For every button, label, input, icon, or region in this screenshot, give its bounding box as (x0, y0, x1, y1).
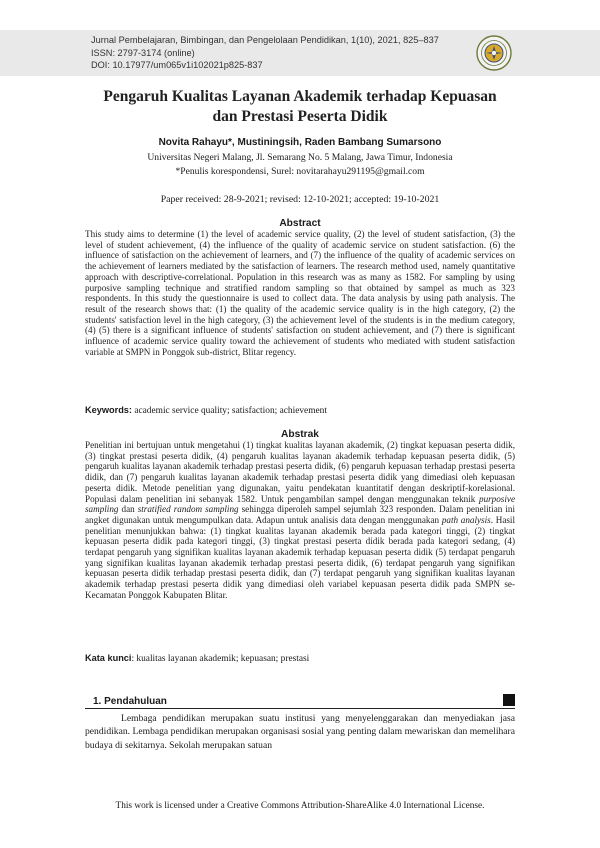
keywords-label: Keywords: (85, 405, 132, 415)
paper-dates: Paper received: 28-9-2021; revised: 12-10-2021; accepted: 19-10-2021 (160, 194, 440, 205)
correspondence: *Penulis korespondensi, Surel: novitarahayu291195@gmail.com (175, 166, 425, 177)
section-heading-bar (85, 697, 515, 709)
paper-title-line1: Pengaruh Kualitas Layanan Akademik terhadap Kepuasan (103, 88, 497, 105)
author-list: Novita Rahayu*, Mustiningsih, Raden Bambang Sumarsono (158, 137, 442, 148)
abstract-text: This study aims to determine (1) the level of academic service quality, (2) the level of student satisfaction, (3) the level of student achievement, (4) the influence of the quality of academic service on student satisfaction. (6) the influence of satisfaction on the achievement of learners, and (7) the influence of the quality of academic services on the achievement of learners mediated by the satisfaction of learners. The research method used, namely quantitative approach with descriptive-correlational. Population in this research was as many as 1582. For sampling by using purposive sampling technique and stratified random sampling so that obtained by sampel as much as 323 respondents. In this study the questionnaire is used to collect data. The data analysis by using path analysis. The result of the research shows that: (1) the quality of the academic service quality is in the high category, (2) the students' satisfaction level in the high category, (3) the achievement level of the students is in the medium category, (4) (5) there is a significant influence of students' satisfaction on student achievement, and (7) there is significant influence of academic service quality toward the achievement of students who mediated with student satisfaction variable at SMPN in Ponggok sub-district, Blitar regency. (85, 229, 515, 357)
abstrak-text (85, 440, 515, 601)
abstrak-italic-1: purposive sampling (85, 493, 515, 515)
kata-kunci (85, 652, 515, 665)
journal-citation: Jurnal Pembelajaran, Bimbingan, dan Pengelolaan Pendidikan, 1(10), 2021, 825–837 (91, 35, 439, 45)
abstrak-italic-3: path analysis (441, 514, 491, 525)
license-notice: This work is licensed under a Creative Commons Attribution-ShareAlike 4.0 International License. (115, 801, 485, 811)
journal-doi[interactable]: DOI: 10.17977/um065v1i102021p825-837 (91, 60, 263, 71)
journal-info (91, 34, 439, 72)
kata-kunci-value: : kualitas layanan akademik; kepuasan; prestasi (131, 654, 310, 664)
abstrak-heading: Abstrak (281, 429, 319, 440)
journal-issn: ISSN: 2797-3174 (online) (91, 47, 195, 58)
abstrak-text-4: . Hasil penelitian menunjukkan bahwa: (1) tingkat kualitas layanan akademik berada pada kategori tinggi, (2) tingkat kepuasan peserta didik pada kategori tinggi, (3) tingkat prestasi peserta didik berada pada kategori sedang, (4) terdapat pengaruh yang signifikan kualitas layanan akademik terhadap kepuasan peserta didik (5) terdapat pengaruh yang signifikan kualitas layanan akademik terhadap prestasi peserta didik, (6) terdapat pengaruh yang signifikan kepuasan peserta didik terhadap prestasi peserta didik, dan (7) terdapat pengaruh yang signifikan kualitas layanan akademik terhadap prestasi peserta didik yang dimediasi oleh variabel kepuasan peserta didik pada SMPN se-Kecamatan Ponggok Kabupaten Blitar. (85, 514, 515, 600)
keywords-value: academic service quality; satisfaction; achievement (131, 406, 327, 416)
university-seal-icon (476, 35, 512, 71)
paper-title-line2: dan Prestasi Peserta Didik (212, 108, 388, 125)
section-marker (503, 694, 515, 706)
abstrak-italic-2: stratified random sampling (137, 504, 239, 515)
affiliation-block (60, 151, 540, 179)
affiliation: Universitas Negeri Malang, Jl. Semarang No. 5 Malang, Jawa Timur, Indonesia (147, 152, 453, 163)
keywords (85, 404, 515, 417)
section-title: 1. Pendahuluan (93, 696, 167, 707)
abstrak-text-3: sehingga diperoleh sampel sejumlah 323 responden. Dalam penelitian ini angket digunakan untuk mengumpulkan data. Adapun untuk analisis data dengan menggunakan (85, 504, 515, 525)
journal-header (0, 30, 600, 76)
section-rule (85, 708, 515, 709)
kata-kunci-label: Kata kunci (85, 653, 132, 663)
introduction-text: Lembaga pendidikan merupakan suatu institusi yang menyelenggarakan dan menyediakan jasa pendidikan. Lembaga pendidikan merupakan organisasi sosial yang penting dalam mewariskan dan memelihara budaya di sekitarnya. Sekolah merupakan satuan (85, 713, 515, 751)
abstract-heading: Abstract (279, 218, 321, 229)
abstrak-text-1: Penelitian ini bertujuan untuk mengetahui (1) tingkat kualitas layanan akademik, (2) tingkat kepuasan peserta didik, (3) tingkat prestasi peserta didik, (4) pengaruh kualitas layanan akademik terhadap kepuasan peserta didik, (5) pengaruh kualitas layanan akademik terhadap prestasi peserta didik, (6) pengaruh kepuasan terhadap prestasi peserta didik, dan (7) pengaruh kualitas layanan akademik terhadap prestasi peserta didik yang dimediasi oleh kepuasan peserta didik. Metode penelitian yang digunakan, yaitu pendekatan kuantitatif dengan deskriptif-korelasional. Populasi dalam penelitian ini sebanyak 1582. Untuk pengambilan sampel dengan menggunakan teknik (85, 440, 515, 504)
abstrak-text-2: dan (118, 504, 138, 515)
paper-title (60, 87, 540, 127)
